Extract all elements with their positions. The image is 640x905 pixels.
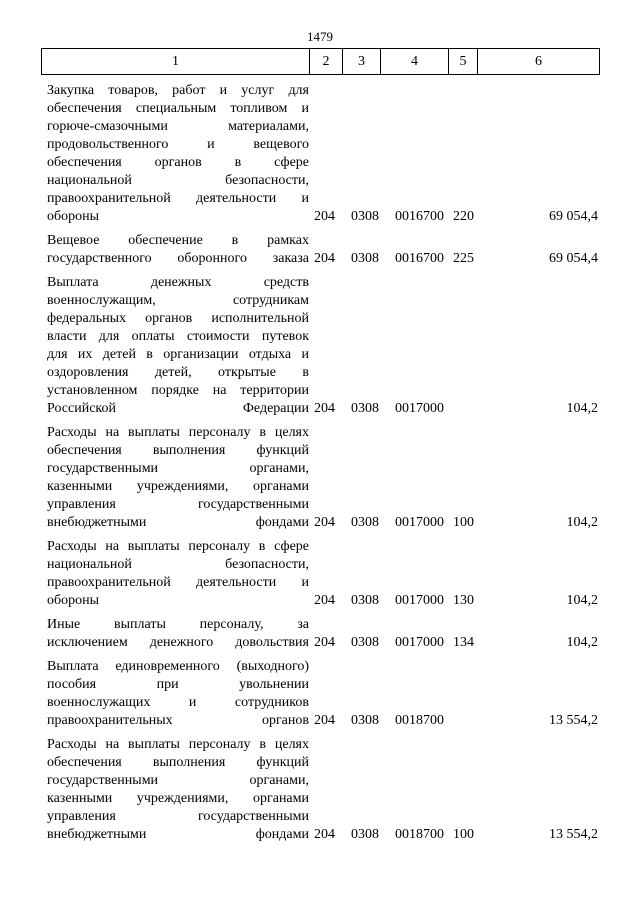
description-line: правоохранительной деятельности и [47,575,309,590]
description-line: государственного оборонного заказа [47,251,309,266]
description-line: казенными учреждениями, органами [47,791,309,806]
row-target-article-code: 0016700 [395,251,444,266]
row-amount: 104,2 [566,593,598,608]
description-line: установленном порядке на территории [47,383,309,398]
row-description [47,424,309,532]
description-line: для их детей в организации отдыха и [47,347,309,362]
column-header-5: 5 [449,49,478,75]
description-line: Выплата денежных средств [47,275,309,290]
row-expense-type-code: 220 [453,209,474,224]
row-description [47,736,309,844]
row-amount: 104,2 [566,515,598,530]
description-line: обороны [47,209,100,224]
description-line: обеспечения выполнения функций [47,443,309,458]
page-number: 1479 [307,29,333,44]
row-subsection-code: 0308 [351,635,379,650]
row-section-code: 204 [314,515,335,530]
row-amount: 69 054,4 [549,251,598,266]
description-line: государственными органами, [47,461,309,476]
description-line: правоохранительных органов [47,713,309,728]
row-subsection-code: 0308 [351,251,379,266]
row-description [47,82,309,226]
row-subsection-code: 0308 [351,209,379,224]
column-header-6: 6 [478,49,600,75]
column-header-2: 2 [310,49,343,75]
row-description [47,274,309,418]
row-amount: 104,2 [566,635,598,650]
row-section-code: 204 [314,209,335,224]
table-row [0,538,640,610]
row-section-code: 204 [314,635,335,650]
description-line: исключением денежного довольствия [47,635,309,650]
row-section-code: 204 [314,593,335,608]
row-description [47,232,309,268]
description-line: горюче-смазочными материалами, [47,119,309,134]
description-line: Российской Федерации [47,401,309,416]
row-subsection-code: 0308 [351,713,379,728]
table-row [0,736,640,844]
description-line: управления государственными [47,497,309,512]
row-amount: 13 554,2 [549,827,598,842]
description-line: национальной безопасности, [47,173,309,188]
row-expense-type-code: 130 [453,593,474,608]
row-amount: 69 054,4 [549,209,598,224]
description-line: государственными органами, [47,773,309,788]
table-row [0,658,640,730]
description-line: Расходы на выплаты персоналу в сфере [47,539,309,554]
row-target-article-code: 0017000 [395,515,444,530]
table-row [0,82,640,226]
description-line: управления государственными [47,809,309,824]
description-line: пособия при увольнении [47,677,309,692]
column-header-1: 1 [42,49,310,75]
row-section-code: 204 [314,401,335,416]
row-target-article-code: 0018700 [395,827,444,842]
row-target-article-code: 0016700 [395,209,444,224]
row-description [47,538,309,610]
description-line: обеспечения органов в сфере [47,155,309,170]
budget-table-body [0,82,640,850]
row-section-code: 204 [314,713,335,728]
description-line: военнослужащим, сотрудникам [47,293,309,308]
description-line: Иные выплаты персоналу, за [47,617,309,632]
row-subsection-code: 0308 [351,515,379,530]
row-subsection-code: 0308 [351,827,379,842]
description-line: военнослужащих и сотрудников [47,695,309,710]
row-subsection-code: 0308 [351,401,379,416]
description-line: Расходы на выплаты персоналу в целях [47,737,309,752]
row-expense-type-code: 100 [453,515,474,530]
column-header-4: 4 [381,49,449,75]
description-line: Выплата единовременного (выходного) [47,659,309,674]
row-target-article-code: 0017000 [395,401,444,416]
row-description [47,616,309,652]
table-row [0,616,640,652]
column-header-3: 3 [343,49,381,75]
row-target-article-code: 0018700 [395,713,444,728]
description-line: внебюджетными фондами [47,827,309,842]
row-target-article-code: 0017000 [395,635,444,650]
description-line: федеральных органов исполнительной [47,311,309,326]
row-expense-type-code: 100 [453,827,474,842]
row-subsection-code: 0308 [351,593,379,608]
description-line: обеспечения выполнения функций [47,755,309,770]
row-section-code: 204 [314,827,335,842]
table-row [0,274,640,418]
description-line: Расходы на выплаты персоналу в целях [47,425,309,440]
description-line: внебюджетными фондами [47,515,309,530]
description-line: обороны [47,593,100,608]
row-section-code: 204 [314,251,335,266]
column-header-table [41,48,600,75]
column-header-row [42,49,600,75]
row-expense-type-code: 225 [453,251,474,266]
row-target-article-code: 0017000 [395,593,444,608]
description-line: национальной безопасности, [47,557,309,572]
description-line: обеспечения специальным топливом и [47,101,309,116]
description-line: власти для оплаты стоимости путевок [47,329,309,344]
description-line: правоохранительной деятельности и [47,191,309,206]
table-row [0,232,640,268]
row-description [47,658,309,730]
description-line: продовольственного и вещевого [47,137,309,152]
row-amount: 104,2 [566,401,598,416]
row-amount: 13 554,2 [549,713,598,728]
table-row [0,424,640,532]
row-expense-type-code: 134 [453,635,474,650]
description-line: Закупка товаров, работ и услуг для [47,83,309,98]
description-line: Вещевое обеспечение в рамках [47,233,309,248]
description-line: казенными учреждениями, органами [47,479,309,494]
description-line: оздоровления детей, открытые в [47,365,309,380]
